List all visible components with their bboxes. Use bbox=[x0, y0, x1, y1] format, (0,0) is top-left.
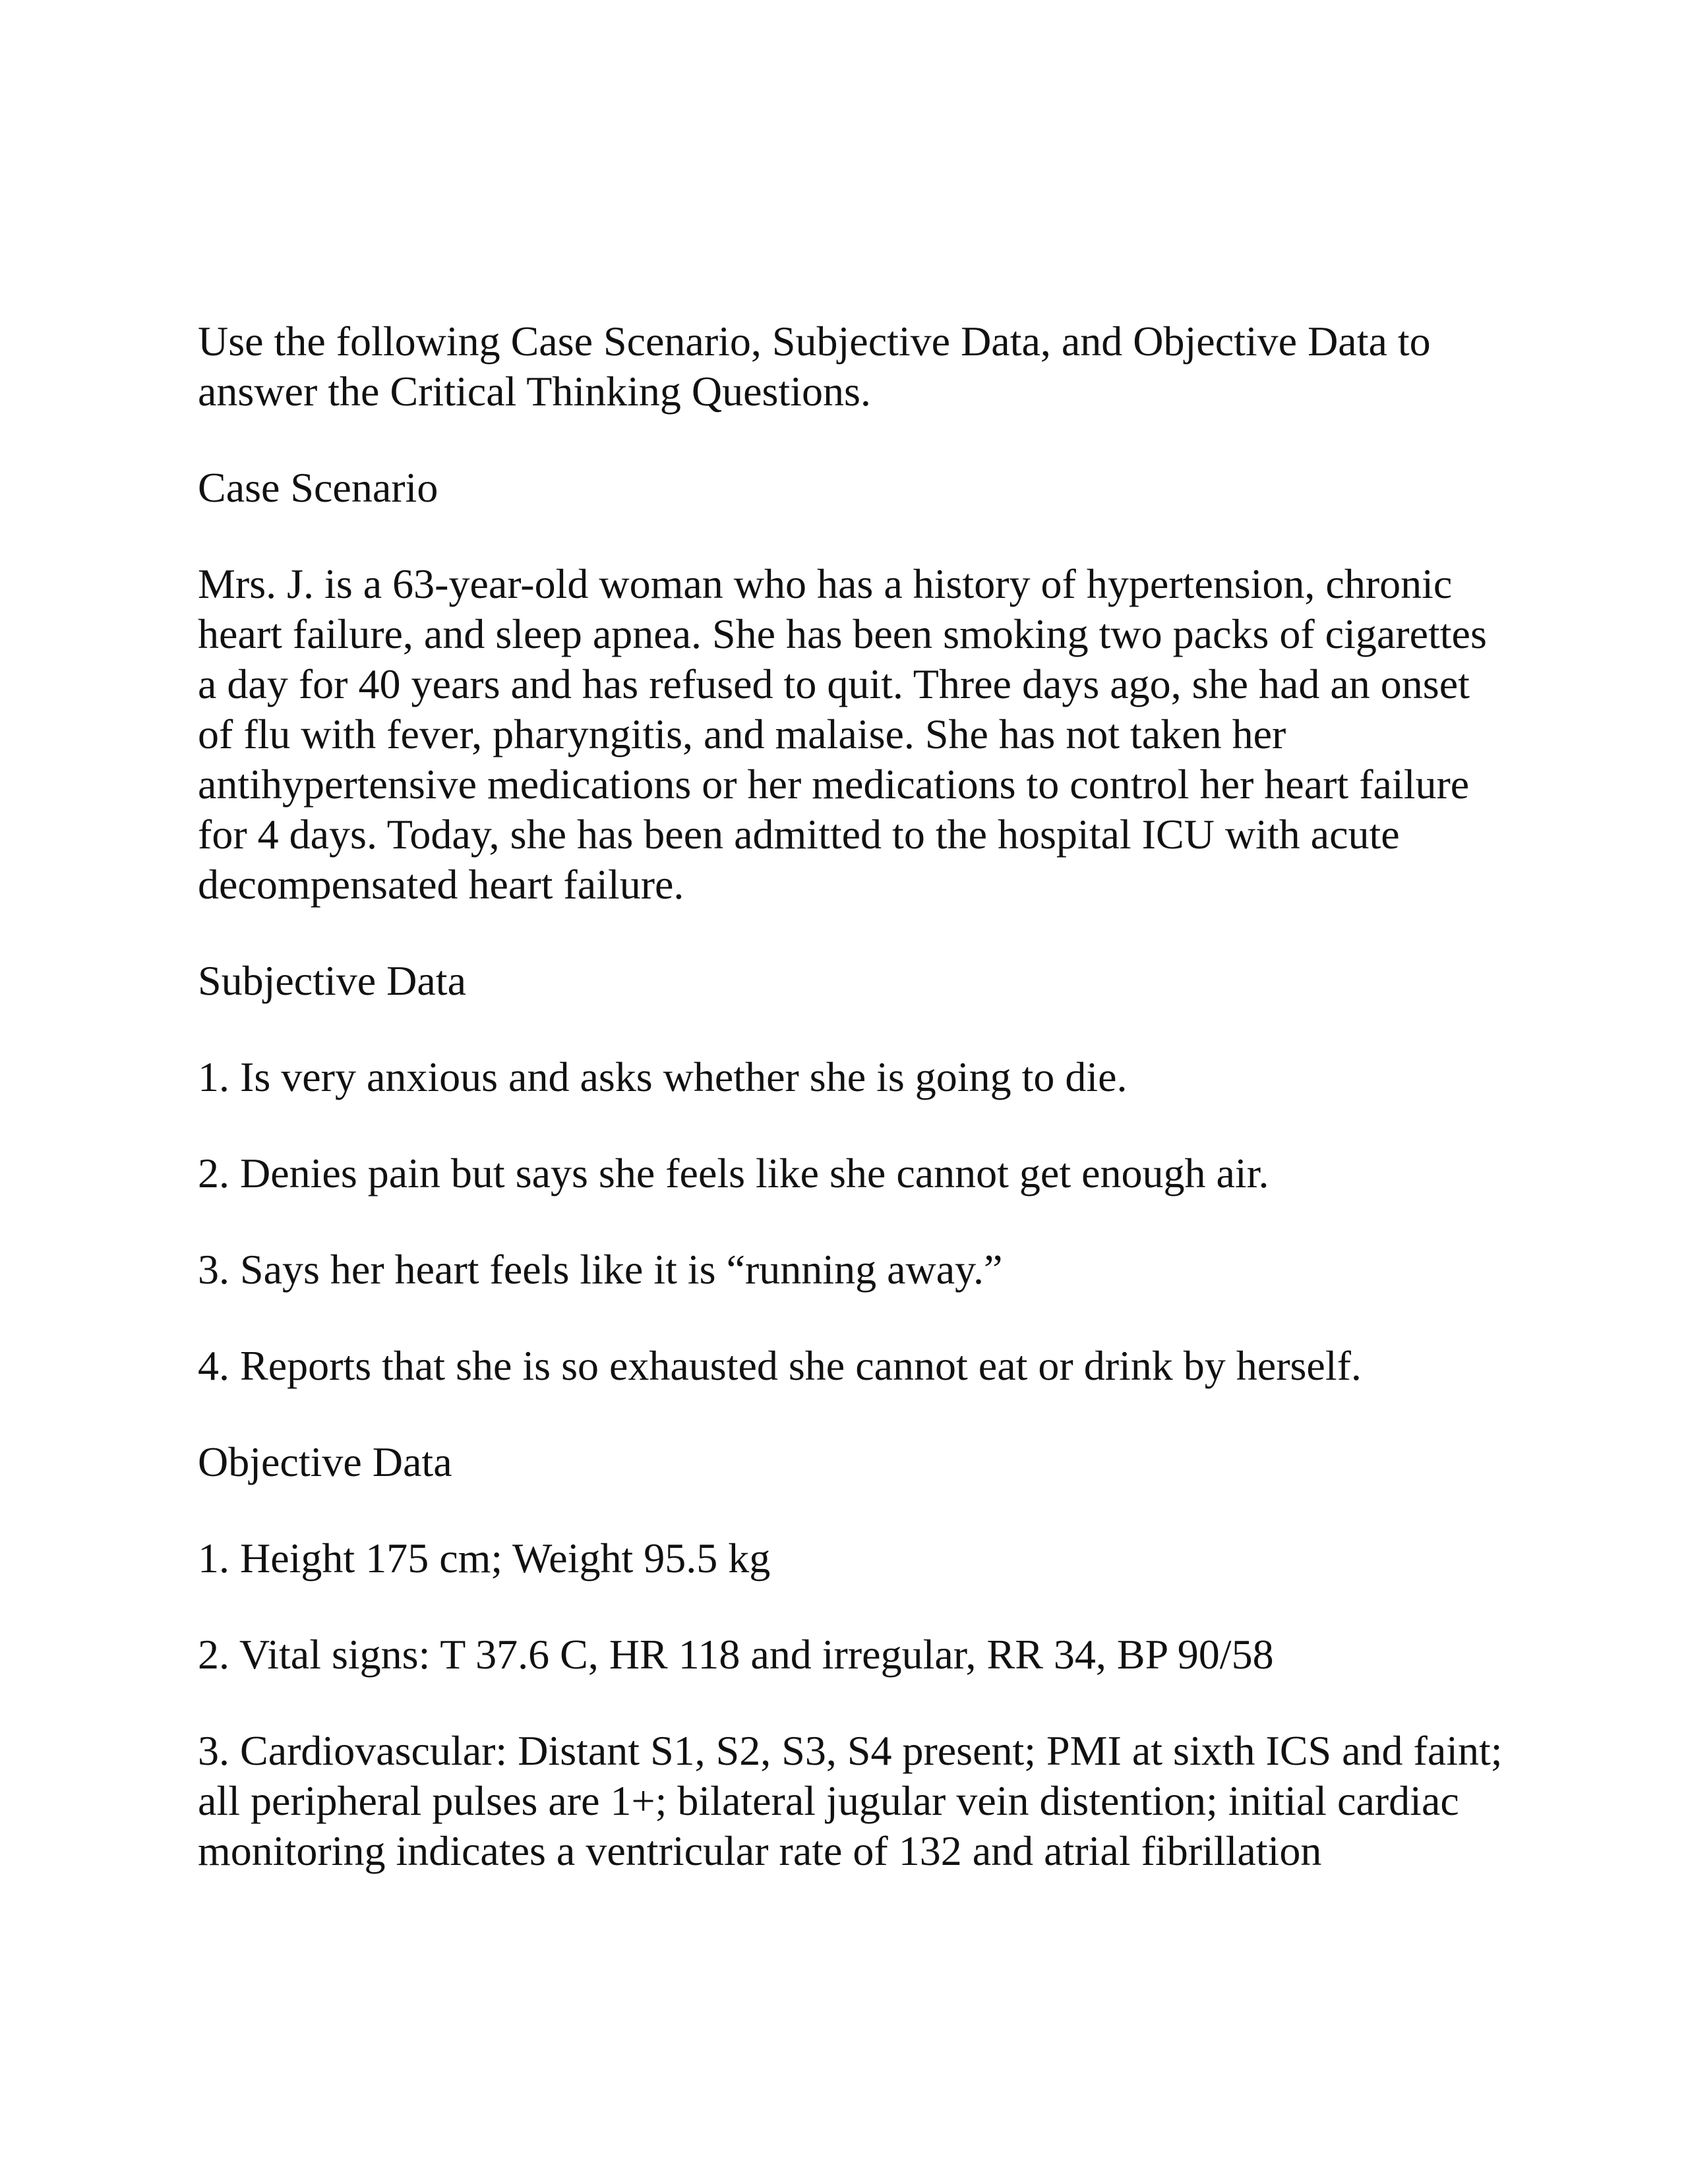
subjective-item-3: 3. Says her heart feels like it is “running away.” bbox=[198, 1246, 1003, 1293]
subjective-data-heading: Subjective Data bbox=[198, 957, 466, 1004]
intro-paragraph: Use the following Case Scenario, Subjective Data, and Objective Data to answer the Critical Thinking Questions. bbox=[198, 318, 1431, 415]
objective-data-heading: Objective Data bbox=[198, 1438, 452, 1485]
objective-item-2: 2. Vital signs: T 37.6 C, HR 118 and irregular, RR 34, BP 90/58 bbox=[198, 1631, 1274, 1678]
case-scenario-heading: Case Scenario bbox=[198, 464, 438, 511]
subjective-item-2: 2. Denies pain but says she feels like she cannot get enough air. bbox=[198, 1150, 1269, 1196]
case-scenario-paragraph: Mrs. J. is a 63-year-old woman who has a history of hypertension, chronic heart failure, and sleep apnea. She has been smoking two packs of cigarettes a day for 40 years and has refused to quit. Three days ago, she had an onset of flu with fever, pharyngitis, and malaise. She has not taken her antihypertensive medications or her medications to control her heart failure for 4 days. Today, she has been admitted to the hospital ICU with acute decompensated heart failure. bbox=[198, 560, 1487, 908]
objective-item-1: 1. Height 175 cm; Weight 95.5 kg bbox=[198, 1535, 771, 1581]
document-body bbox=[198, 316, 1503, 1922]
subjective-item-1: 1. Is very anxious and asks whether she is going to die. bbox=[198, 1053, 1128, 1100]
objective-item-3: 3. Cardiovascular: Distant S1, S2, S3, S4 present; PMI at sixth ICS and faint; all peripheral pulses are 1+; bilateral jugular vein distention; initial cardiac monitoring indicates a ventricular rate of 132 and atrial fibrillation bbox=[198, 1727, 1503, 1874]
subjective-item-4: 4. Reports that she is so exhausted she cannot eat or drink by herself. bbox=[198, 1342, 1362, 1389]
